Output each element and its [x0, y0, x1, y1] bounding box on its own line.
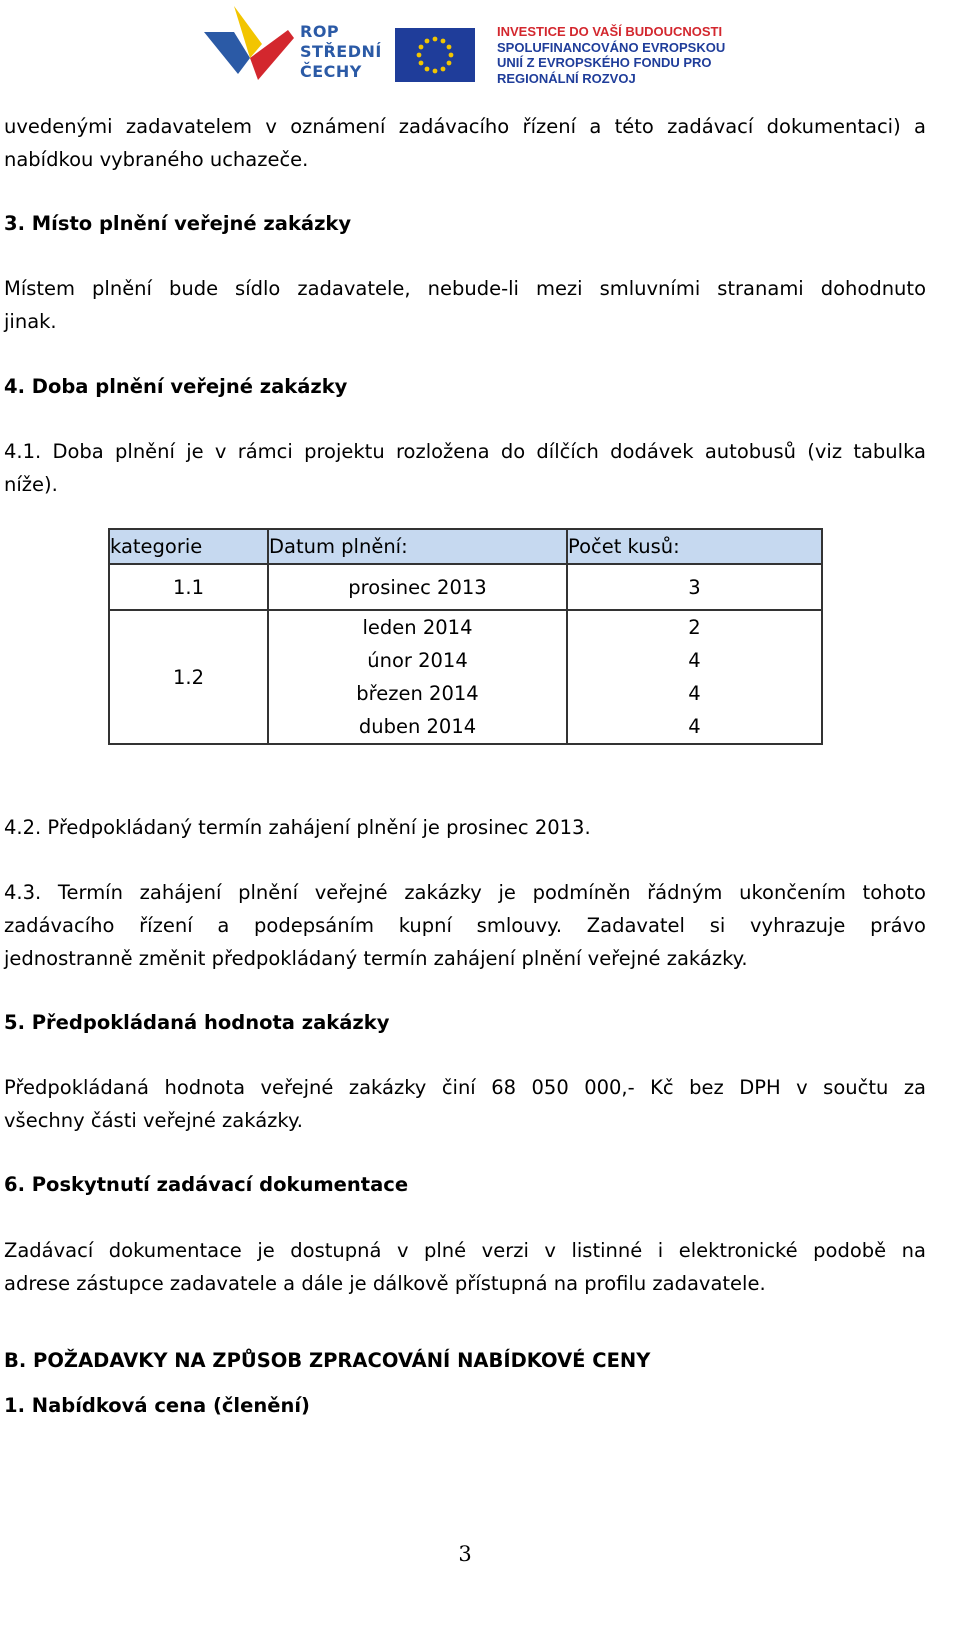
table-cell-kategorie: 1.2	[109, 610, 268, 744]
date-entry: duben 2014	[358, 715, 477, 738]
count-entry: 4	[688, 715, 701, 738]
count-entry: 4	[688, 649, 701, 672]
rop-line: STŘEDNÍ	[300, 42, 382, 61]
delivery-table	[108, 528, 823, 745]
paragraph-line: Místem plnění bude sídlo zadavatele, nebude-li mezi smluvními stranami dohodnuto	[4, 277, 926, 300]
banner-line: REGIONÁLNÍ ROZVOJ	[497, 70, 636, 86]
date-entry: leden 2014	[362, 616, 473, 639]
table-header-row	[109, 529, 822, 564]
count-entry: 4	[688, 682, 701, 705]
eu-stars-icon	[395, 28, 475, 82]
paragraph-line: všechny části veřejné zakázky.	[4, 1109, 303, 1132]
paragraph-line: níže).	[4, 473, 58, 496]
paragraph-line: 4.3. Termín zahájení plnění veřejné zakázky je podmíněn řádným ukončením tohoto	[4, 881, 926, 904]
section-5-heading: 5. Předpokládaná hodnota zakázky	[4, 1011, 390, 1034]
table-cell-kategorie: 1.1	[109, 564, 268, 610]
table-header-cell: Datum plnění:	[268, 529, 567, 564]
paragraph-line: jednostranně změnit předpokládaný termín zahájení plnění veřejné zakázky.	[4, 947, 748, 970]
paragraph-line: 4.2. Předpokládaný termín zahájení plnění je prosinec 2013.	[4, 816, 591, 839]
rop-logo	[204, 4, 294, 84]
banner-line: UNIÍ Z EVROPSKÉHO FONDU PRO	[497, 55, 712, 70]
subsection-heading: 1. Nabídková cena (členění)	[4, 1394, 310, 1417]
section-3-heading: 3. Místo plnění veřejné zakázky	[4, 212, 352, 235]
table-header-cell: Počet kusů:	[567, 529, 822, 564]
section-6-heading: 6. Poskytnutí zadávací dokumentace	[4, 1173, 409, 1196]
intro-line: uvedenými zadavatelem v oznámení zadávacího řízení a této zadávací dokumentaci) a	[4, 115, 926, 138]
table-cell-date: prosinec 2013	[268, 564, 567, 610]
paragraph-line: jinak.	[4, 310, 57, 333]
rop-line: ČECHY	[300, 62, 362, 81]
section-4-heading: 4. Doba plnění veřejné zakázky	[4, 375, 348, 398]
rop-logo-mark	[204, 4, 294, 84]
table-cell-counts	[567, 610, 822, 744]
paragraph-line: adrese zástupce zadavatele a dále je dálkově přístupná na profilu zadavatele.	[4, 1272, 766, 1295]
eu-flag	[395, 28, 475, 82]
intro-line: nabídkou vybraného uchazeče.	[4, 148, 309, 171]
paragraph-line: zadávacího řízení a podepsáním kupní smlouvy. Zadavatel si vyhrazuje právo	[4, 914, 926, 937]
table-row	[109, 564, 822, 610]
table-header-cell: kategorie	[109, 529, 268, 564]
count-entry: 2	[688, 616, 701, 639]
paragraph-line: Předpokládaná hodnota veřejné zakázky činí 68 050 000,- Kč bez DPH v součtu za	[4, 1076, 926, 1099]
date-entry: březen 2014	[356, 682, 479, 705]
eu-banner-text	[497, 24, 725, 86]
table-cell-dates	[268, 610, 567, 744]
banner-line: INVESTICE DO VAŠÍ BUDOUCNOSTI	[497, 24, 723, 39]
table-row	[109, 610, 822, 744]
rop-logo-text	[300, 22, 382, 82]
table-cell-count: 3	[567, 564, 822, 610]
part-b-heading: B. POŽADAVKY NA ZPŮSOB ZPRACOVÁNÍ NABÍDKOVÉ CENY	[4, 1349, 651, 1372]
rop-line: ROP	[300, 22, 340, 41]
paragraph-line: Zadávací dokumentace je dostupná v plné verzi v listinné i elektronické podobě na	[4, 1239, 926, 1262]
page-number: 3	[458, 1542, 472, 1566]
date-entry: únor 2014	[367, 649, 468, 672]
paragraph-line: 4.1. Doba plnění je v rámci projektu rozložena do dílčích dodávek autobusů (viz tabulka	[4, 440, 926, 463]
banner-line: SPOLUFINANCOVÁNO EVROPSKOU	[497, 39, 726, 55]
